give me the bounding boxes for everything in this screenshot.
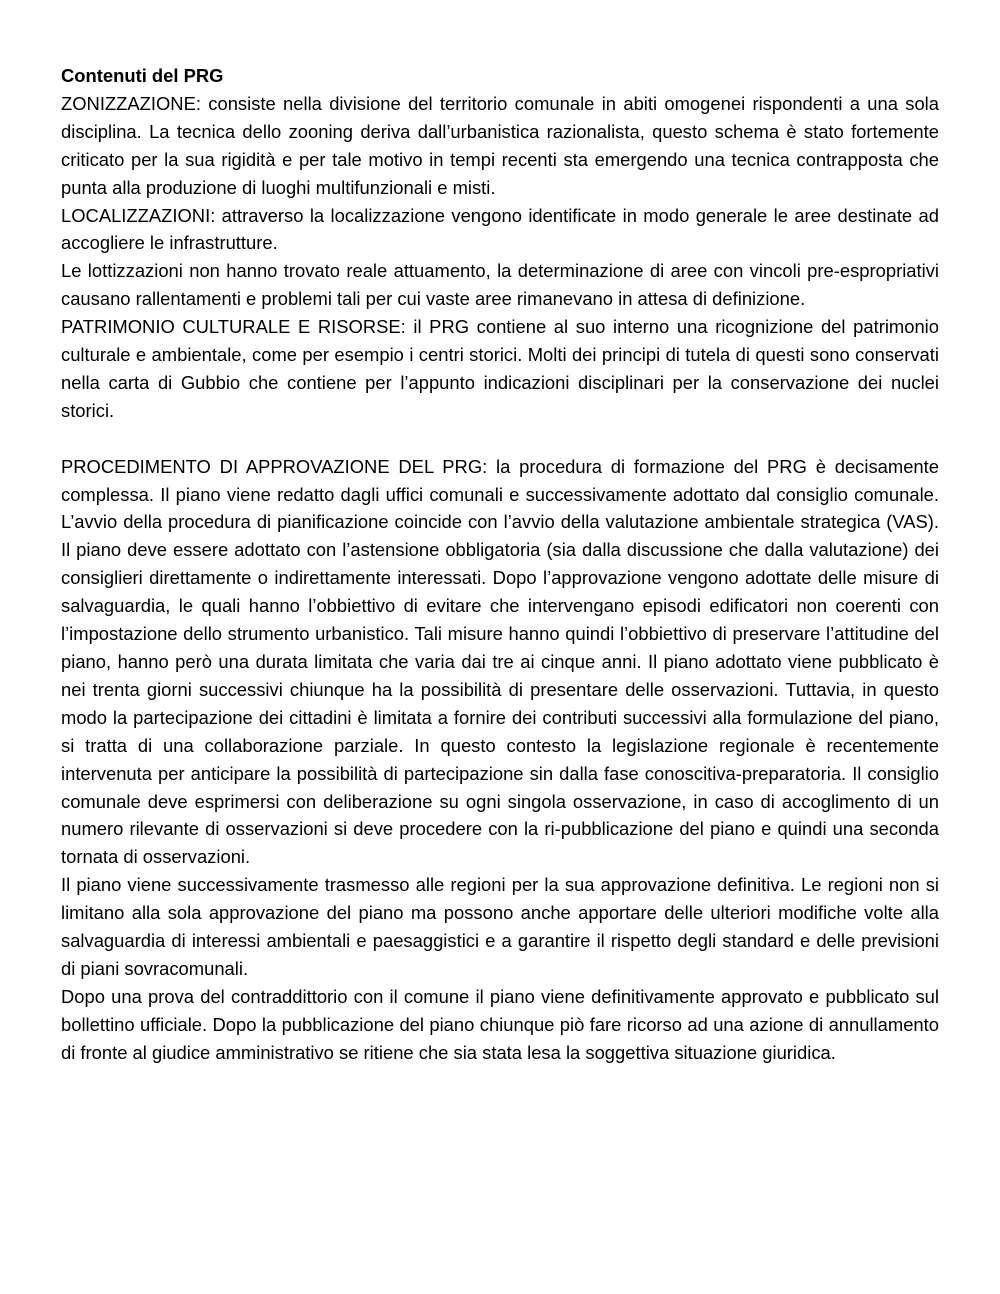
paragraph-spacer [61, 425, 939, 453]
paragraph-approvazione-definitiva: Dopo una prova del contraddittorio con il comune il piano viene definitivamente approvato e pubblicato sul bollettino ufficiale. Dopo la pubblicazione del piano chiunque piò fare ricorso ad una azione di annullamento di fronte al giudice amministrativo se ritiene che sia stata lesa la soggettiva situazione giuridica. [61, 985, 939, 1063]
document-title: Contenuti del PRG [61, 65, 224, 86]
paragraph-trasmissione-regioni: Il piano viene successivamente trasmesso alle regioni per la sua approvazione definitiva. Le regioni non si limitano alla sola approvazione del piano ma possono anche apportare delle ulteriori modifiche volte alla salvaguardia di interessi ambientali e paesaggistici e a garantire il rispetto degli standard e delle previsioni di piani sovracomunali. [61, 874, 939, 979]
paragraph-procedimento-approvazione: PROCEDIMENTO DI APPROVAZIONE DEL PRG: la procedura di formazione del PRG è decisamente complessa. Il piano viene redatto dagli uffici comunali e successivamente adottato dal consiglio comunale. L’avvio della procedura di pianificazione coincide con l’avvio della valutazione ambientale strategica (VAS). Il piano deve essere adottato con l’astensione obbligatoria (sia dalla discussione che dalla valutazione) dei consiglieri direttamente o indirettamente interessati. Dopo l’approvazione vengono adottate delle misure di salvaguardia, le quali hanno l’obbiettivo di evitare che intervengano episodi edificatori non coerenti con l’impostazione dello strumento urbanistico. Tali misure hanno quindi l’obbiettivo di preservare l’attitudine del piano, hanno però una durata limitata che varia dai tre ai cinque anni. Il piano adottato viene pubblicato è nei trenta giorni successivi chiunque ha la possibilità di presentare delle osservazioni. Tuttavia, in questo modo la partecipazione dei cittadini è limitata a fornire dei contributi successivi alla formulazione del piano, si tratta di una collaborazione parziale. In questo contesto la legislazione regionale è recentemente intervenuta per anticipare la possibilità di partecipazione sin dalla fase conoscitiva-preparatoria. Il consiglio comunale deve esprimersi con deliberazione su ogni singola osservazione, in caso di accoglimento di un numero rilevante di osservazioni si deve procedere con la ri-pubblicazione del piano e quindi una seconda tornata di osservazioni. [61, 455, 939, 868]
paragraph-patrimonio-culturale: PATRIMONIO CULTURALE E RISORSE: il PRG contiene al suo interno una ricognizione del patrimonio culturale e ambientale, come per esempio i centri storici. Molti dei principi di tutela di questi sono conservati nella carta di Gubbio che contiene per l’appunto indicazioni disciplinari per la conservazione dei nuclei storici. [61, 316, 939, 421]
document-page [61, 62, 939, 1067]
paragraph-localizzazioni: LOCALIZZAZIONI: attraverso la localizzazione vengono identificate in modo generale le aree destinate ad accogliere le infrastrutture. [61, 204, 939, 254]
paragraph-zonizzazione: ZONIZZAZIONE: consiste nella divisione del territorio comunale in abiti omogenei rispondenti a una sola disciplina. La tecnica dello zooning deriva dall’urbanistica razionalista, questo schema è stato fortemente criticato per la sua rigidità e per tale motivo in tempi recenti sta emergendo una tecnica contrapposta che punta alla produzione di luoghi multifunzionali e misti. [61, 92, 939, 198]
paragraph-lottizzazioni: Le lottizzazioni non hanno trovato reale attuamento, la determinazione di aree con vincoli pre-espropriativi causano rallentamenti e problemi tali per cui vaste aree rimanevano in attesa di definizione. [61, 260, 939, 310]
